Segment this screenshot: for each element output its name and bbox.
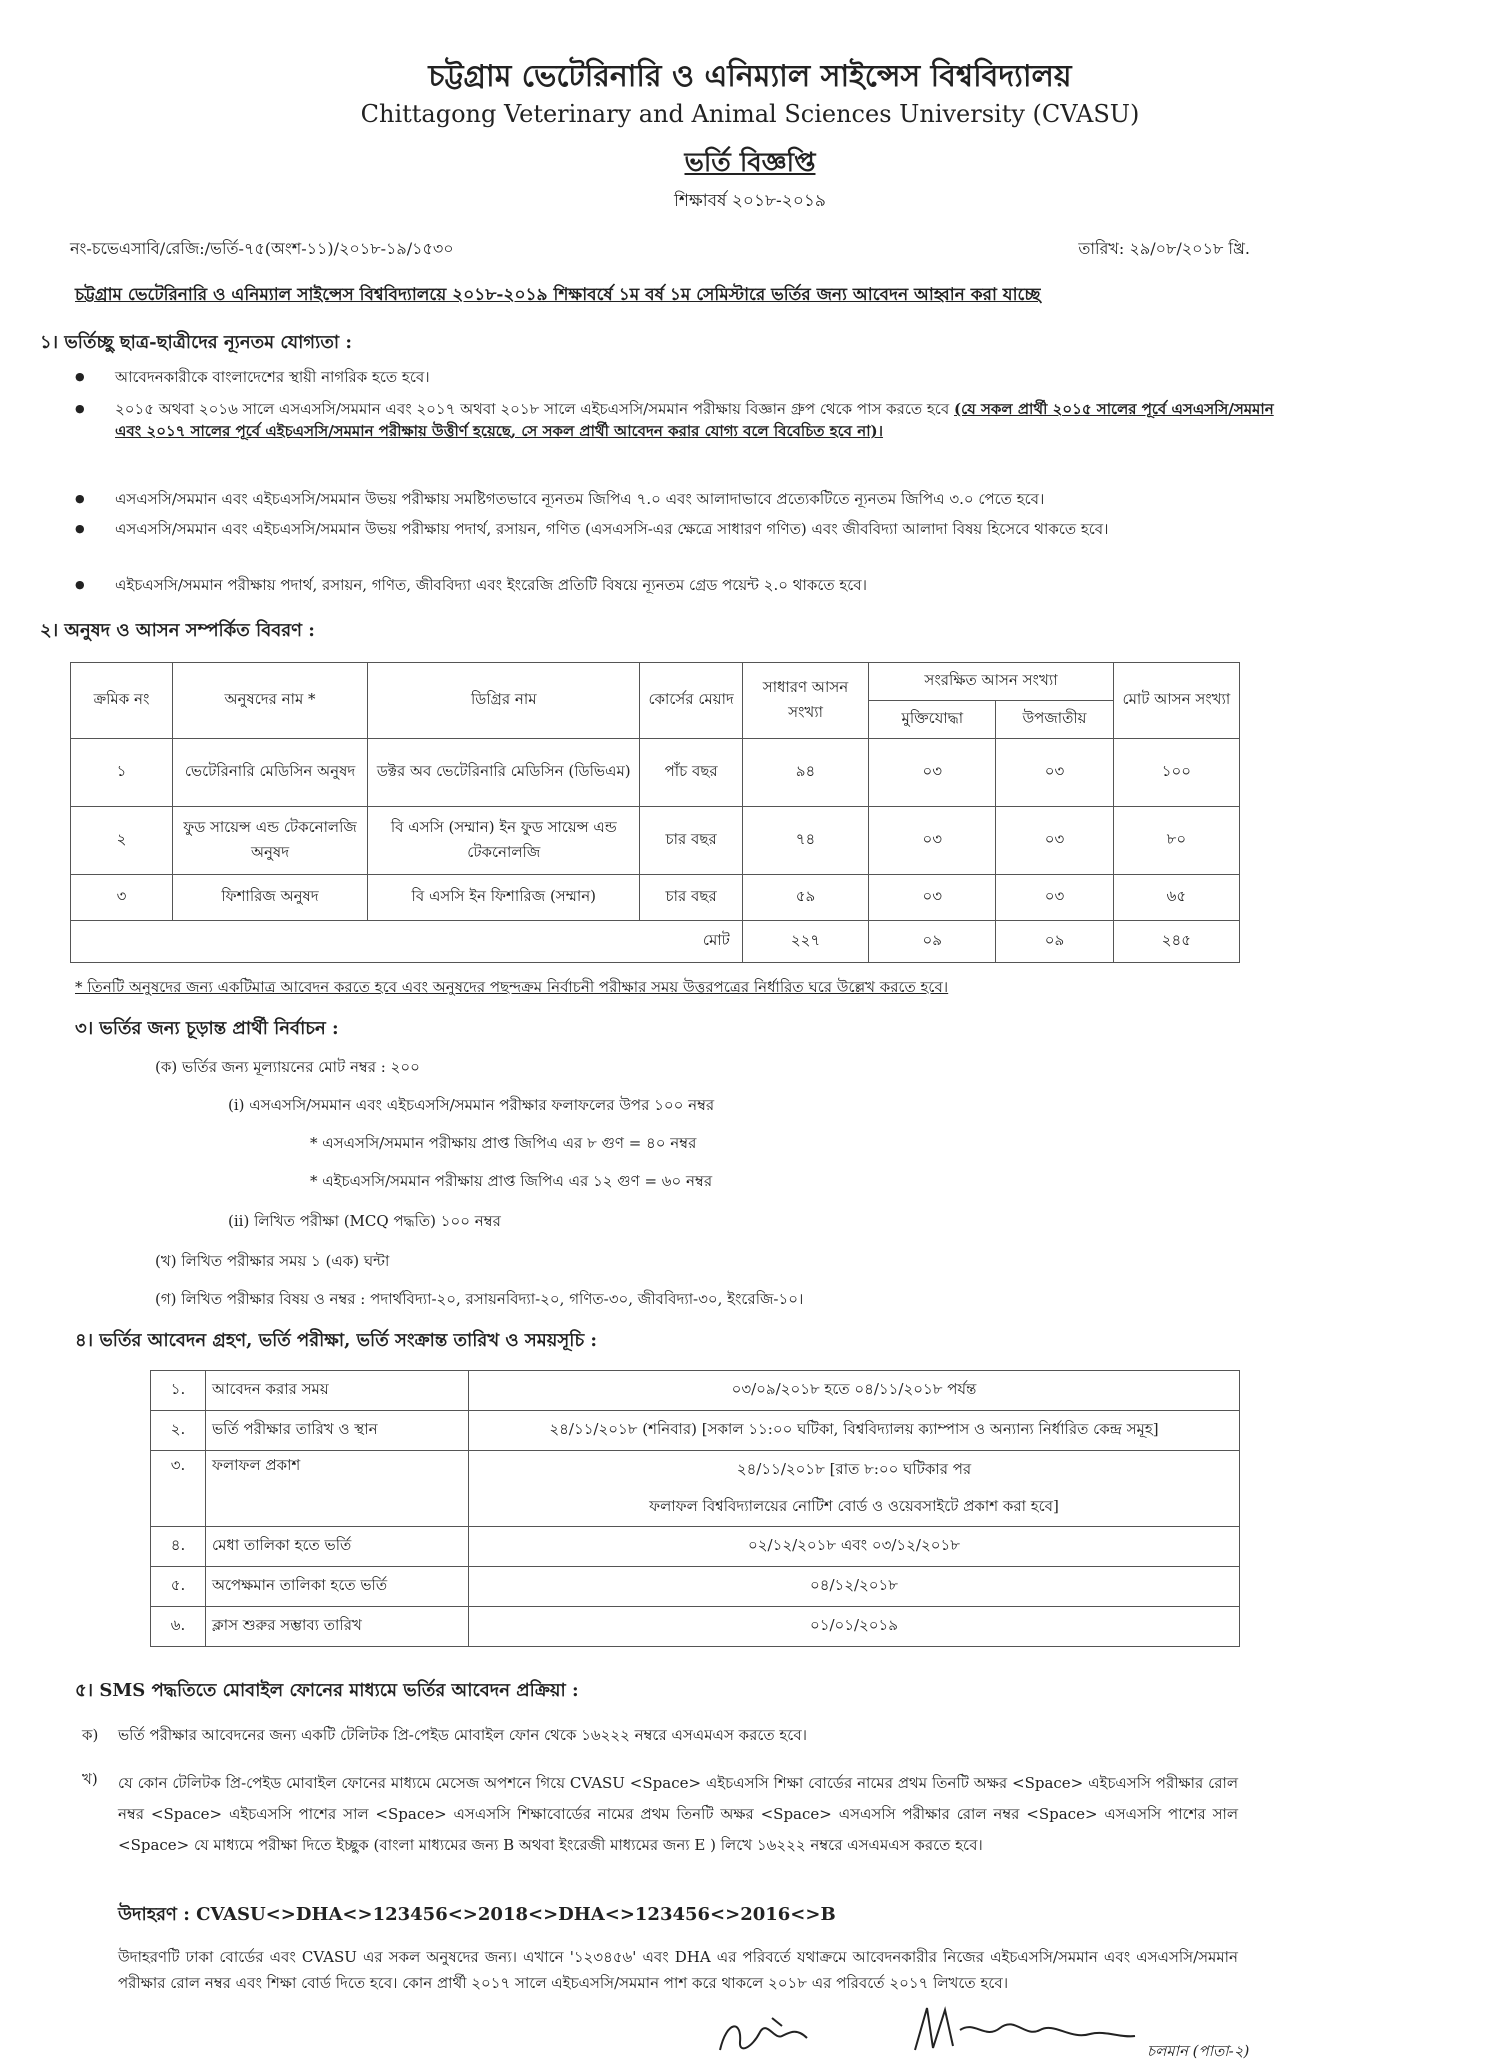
cell-total: ৮০	[1113, 807, 1239, 875]
col-header-tribal: উপজাতীয়	[996, 701, 1113, 739]
cell-general: ৭৪	[742, 807, 868, 875]
cell-freedom-fighter: ০৯	[869, 921, 996, 963]
eligibility-text: এসএসসি/সমমান এবং এইচএসসি/সমমান উভয় পরীক্ষায় সমষ্টিগতভাবে ন্যূনতম জিপিএ ৭.০ এবং আলাদাভাবে প্রত্যেকটিতে ন্যূনতম জিপিএ ৩.০ পেতে হবে।	[115, 490, 1045, 508]
schedule-value	[469, 1451, 1240, 1527]
cell-general: ৯৪	[742, 739, 868, 807]
signature-1	[712, 2010, 832, 2060]
col-header-sl: ক্রমিক নং	[71, 663, 173, 739]
schedule-number: ২.	[151, 1411, 206, 1451]
schedule-value: ০১/০১/২০১৯	[469, 1607, 1240, 1647]
bullet-icon: ●	[75, 370, 85, 383]
bullet-icon: ●	[75, 492, 85, 505]
university-title-english: Chittagong Veterinary and Animal Sciences University (CVASU)	[360, 100, 1140, 128]
schedule-row	[151, 1451, 1240, 1527]
exam-duration: (খ) লিখিত পরীক্ষার সময় ১ (এক) ঘন্টা	[155, 1252, 390, 1270]
selection-hsc-gpa: * এইচএসসি/সমমান পরীক্ষায় প্রাপ্ত জিপিএ এর ১২ গুণ = ৬০ নম্বর	[310, 1172, 713, 1190]
eligibility-text: আবেদনকারীকে বাংলাদেশের স্থায়ী নাগরিক হতে হবে।	[115, 368, 430, 386]
cell-sl: ১	[71, 739, 173, 807]
schedule-label: আবেদন করার সময়	[206, 1371, 469, 1411]
cell-sl: ৩	[71, 875, 173, 921]
schedule-row	[151, 1567, 1240, 1607]
schedule-value-line1: ২৪/১১/২০১৮ [রাত ৮:০০ ঘটিকার পর	[736, 1459, 972, 1478]
cell-degree: বি এসসি (সম্মান) ইন ফুড সায়েন্স এন্ড টেকনোলজি	[368, 807, 640, 875]
schedule-value: ০৪/১২/২০১৮	[469, 1567, 1240, 1607]
schedule-label: ভর্তি পরীক্ষার তারিখ ও স্থান	[206, 1411, 469, 1451]
selection-ssc-gpa: * এসএসসি/সমমান পরীক্ষায় প্রাপ্ত জিপিএ এর ৮ গুণ = ৪০ নম্বর	[310, 1134, 697, 1152]
table-total-row	[71, 921, 1240, 963]
col-header-total: মোট আসন সংখ্যা	[1113, 663, 1239, 739]
table-row	[71, 875, 1240, 921]
section3-title: ৩। ভর্তির জন্য চূড়ান্ত প্রার্থী নির্বাচন :	[75, 1018, 339, 1039]
col-header-degree: ডিগ্রির নাম	[368, 663, 640, 739]
schedule-number: ৫.	[151, 1567, 206, 1607]
eligibility-text-bold: (যে সকল প্রার্থী ২০১৫ সালের পূর্বে এসএসসি/সমমান এবং ২০১৭ সালের পূর্বে এইচএসসি/সমমান পরীক্ষায় উত্তীর্ণ হয়েছে, সে সকল প্রার্থী আবেদন করার যোগ্য বলে বিবেচিত হবে না)।	[115, 400, 1274, 440]
eligibility-text	[115, 398, 1295, 442]
cell-freedom-fighter: ০৩	[869, 875, 996, 921]
sms-example-note: উদাহরণটি ঢাকা বোর্ডের এবং CVASU এর সকল অনুষদের জন্য। এখানে '১২৩৪৫৬' এবং DHA এর পরিবর্তে যথাক্রমে আবেদনকারীর নিজের এইচএসসি/সমমান এবং এসএসসি/সমমান পরীক্ষার রোল নম্বর এবং শিক্ষা বোর্ড দিতে হবে। কোন প্রার্থী ২০১৭ সালে এইচএসসি/সমমান পাশ করে থাকলে ২০১৮ এর পরিবর্তে ২০১৭ লিখতে হবে।	[118, 1948, 1238, 1992]
cell-faculty: ফিশারিজ অনুষদ	[173, 875, 368, 921]
schedule-label: মেধা তালিকা হতে ভর্তি	[206, 1527, 469, 1567]
faculty-note: * তিনটি অনুষদের জন্য একটিমাত্র আবেদন করতে হবে এবং অনুষদের পছন্দক্রম নির্বাচনী পরীক্ষার সময় উত্তরপত্রের নির্ধারিত ঘরে উল্লেখ করতে হবে।	[75, 978, 949, 996]
cell-freedom-fighter: ০৩	[869, 739, 996, 807]
faculty-seat-table	[70, 662, 1240, 963]
cell-duration: চার বছর	[640, 875, 742, 921]
cell-tribal: ০৩	[996, 807, 1113, 875]
col-header-reserved: সংরক্ষিত আসন সংখ্যা	[869, 663, 1113, 701]
sms-step-kh-label: খ)	[82, 1770, 98, 1788]
cell-faculty: ফুড সায়েন্স এন্ড টেকনোলজি অনুষদ	[173, 807, 368, 875]
intro-statement: চট্টগ্রাম ভেটেরিনারি ও এনিম্যাল সাইন্সেস বিশ্ববিদ্যালয়ে ২০১৮-২০১৯ শিক্ষাবর্ষে ১ম বর্ষ ১ম সেমিস্টারে ভর্তির জন্য আবেদন আহ্বান করা যাচ্ছে	[75, 285, 1041, 305]
eligibility-text: এসএসসি/সমমান এবং এইচএসসি/সমমান উভয় পরীক্ষায় পদার্থ, রসায়ন, গণিত (এসএসসি-এর ক্ষেত্রে সাধারণ গণিত) এবং জীববিদ্যা আলাদা বিষয় হিসেবে থাকতে হবে।	[115, 520, 1109, 538]
sms-example: উদাহরণ : CVASU<>DHA<>123456<>2018<>DHA<>123456<>2016<>B	[118, 1904, 836, 1925]
selection-result-marks: (i) এসএসসি/সমমান এবং এইচএসসি/সমমান পরীক্ষার ফলাফলের উপর ১০০ নম্বর	[228, 1096, 715, 1114]
cell-tribal: ০৩	[996, 739, 1113, 807]
cell-general: ৫৯	[742, 875, 868, 921]
section4-title: ৪। ভর্তির আবেদন গ্রহণ, ভর্তি পরীক্ষা, ভর্তি সংক্রান্ত তারিখ ও সময়সূচি :	[75, 1330, 598, 1351]
schedule-number: ৬.	[151, 1607, 206, 1647]
schedule-row	[151, 1371, 1240, 1411]
col-header-faculty: অনুষদের নাম *	[173, 663, 368, 739]
schedule-table	[150, 1370, 1240, 1647]
signature-2	[905, 2000, 1145, 2060]
academic-session: শিক্ষাবর্ষ ২০১৮-২০১৯	[674, 191, 826, 211]
sms-step-kh: যে কোন টেলিটক প্রি-পেইড মোবাইল ফোনের মাধ্যমে মেসেজ অপশনে গিয়ে CVASU <Space> এইচএসসি শিক্ষা বোর্ডের নামের প্রথম তিনটি অক্ষর <Space> এইচএসসি পরীক্ষার রোল নম্বর <Space> এইচএসসি পাশের সাল <Space> এসএসসি শিক্ষাবোর্ডের নামের প্রথম তিনটি অক্ষর <Space> এসএসসি পরীক্ষার রোল নম্বর <Space> এসএসসি পাশের সাল <Space> যে মাধ্যমে পরীক্ষা দিতে ইচ্ছুক (বাংলা মাধ্যমের জন্য B অথবা ইংরেজী মাধ্যমের জন্য E ) লিখে ১৬২২২ নম্বরে এসএমএস করতে হবে।	[118, 1774, 1238, 1854]
cell-degree: বি এসসি ইন ফিশারিজ (সম্মান)	[368, 875, 640, 921]
university-title-bangla: চট্টগ্রাম ভেটেরিনারি ও এনিম্যাল সাইন্সেস বিশ্ববিদ্যালয়	[428, 59, 1072, 94]
cell-total: ১০০	[1113, 739, 1239, 807]
eligibility-text-plain: ২০১৫ অথবা ২০১৬ সালে এসএসসি/সমমান এবং ২০১৭ অথবা ২০১৮ সালে এইচএসসি/সমমান পরীক্ষায় বিজ্ঞান গ্রুপ থেকে পাস করতে হবে	[115, 400, 950, 418]
notice-date: তারিখ: ২৯/০৮/২০১৮ খ্রি.	[1078, 239, 1250, 258]
col-header-general: সাধারণ আসন সংখ্যা	[742, 663, 868, 739]
table-row	[71, 739, 1240, 807]
sms-step-k: ভর্তি পরীক্ষার আবেদনের জন্য একটি টেলিটক প্রি-পেইড মোবাইল ফোন থেকে ১৬২২২ নম্বরে এসএমএস করতে হবে।	[118, 1726, 808, 1744]
schedule-number: ৩.	[151, 1451, 206, 1527]
schedule-value: ০২/১২/২০১৮ এবং ০৩/১২/২০১৮	[469, 1527, 1240, 1567]
cell-duration: পাঁচ বছর	[640, 739, 742, 807]
cell-freedom-fighter: ০৩	[869, 807, 996, 875]
cell-degree: ডক্টর অব ভেটেরিনারি মেডিসিন (ডিভিএম)	[368, 739, 640, 807]
cell-duration: চার বছর	[640, 807, 742, 875]
bullet-icon: ●	[75, 402, 85, 415]
schedule-number: ৪.	[151, 1527, 206, 1567]
reference-number: নং-চভেএসাবি/রেজি:/ভর্তি-৭৫(অংশ-১১)/২০১৮-১৯/১৫৩০	[70, 239, 454, 258]
cell-general: ২২৭	[742, 921, 868, 963]
schedule-label: ক্লাস শুরুর সম্ভাব্য তারিখ	[206, 1607, 469, 1647]
cell-faculty: ভেটেরিনারি মেডিসিন অনুষদ	[173, 739, 368, 807]
schedule-value: ০৩/০৯/২০১৮ হতে ০৪/১১/২০১৮ পর্যন্ত	[469, 1371, 1240, 1411]
col-header-duration: কোর্সের মেয়াদ	[640, 663, 742, 739]
cell-sl: ২	[71, 807, 173, 875]
eligibility-text: এইচএসসি/সমমান পরীক্ষায় পদার্থ, রসায়ন, গণিত, জীববিদ্যা এবং ইংরেজি প্রতিটি বিষয়ে ন্যূনতম গ্রেড পয়েন্ট ২.০ থাকতে হবে।	[115, 576, 868, 594]
schedule-value: ২৪/১১/২০১৮ (শনিবার) [সকাল ১১:০০ ঘটিকা, বিশ্ববিদ্যালয় ক্যাম্পাস ও অন্যান্য নির্ধারিত কেন্দ্র সমূহ]	[469, 1411, 1240, 1451]
schedule-value-line2: ফলাফল বিশ্ববিদ্যালয়ের নোটিশ বোর্ড ও ওয়েবসাইটে প্রকাশ করা হবে]	[649, 1496, 1059, 1515]
cell-tribal: ০৩	[996, 875, 1113, 921]
cell-total-label: মোট	[71, 921, 743, 963]
selection-written-exam: (ii) লিখিত পরীক্ষা (MCQ পদ্ধতি) ১০০ নম্বর	[228, 1212, 501, 1230]
continued-page-note: চলমান (পাতা-২)	[1147, 2042, 1250, 2060]
bullet-icon: ●	[75, 578, 85, 591]
notice-heading: ভর্তি বিজ্ঞপ্তি	[684, 148, 816, 178]
cell-tribal: ০৯	[996, 921, 1113, 963]
schedule-label: অপেক্ষমান তালিকা হতে ভর্তি	[206, 1567, 469, 1607]
bullet-icon: ●	[75, 522, 85, 535]
section2-title: ২। অনুষদ ও আসন সম্পর্কিত বিবরণ :	[40, 620, 315, 641]
col-header-freedom-fighter: মুক্তিযোদ্ধা	[869, 701, 996, 739]
section1-title: ১। ভর্তিচ্ছু ছাত্র-ছাত্রীদের ন্যূনতম যোগ্যতা :	[40, 332, 352, 353]
selection-total-marks: (ক) ভর্তির জন্য মূল্যায়নের মোট নম্বর : ২০০	[155, 1058, 420, 1076]
exam-subjects-marks: (গ) লিখিত পরীক্ষার বিষয় ও নম্বর : পদার্থবিদ্যা-২০, রসায়নবিদ্যা-২০, গণিত-৩০, জীববিদ্যা-৩০, ইংরেজি-১০।	[155, 1290, 804, 1308]
section5-title: ৫। SMS পদ্ধতিতে মোবাইল ফোনের মাধ্যমে ভর্তির আবেদন প্রক্রিয়া :	[75, 1680, 579, 1701]
sms-step-k-label: ক)	[82, 1726, 99, 1744]
schedule-number: ১.	[151, 1371, 206, 1411]
cell-total: ৬৫	[1113, 875, 1239, 921]
schedule-row	[151, 1607, 1240, 1647]
table-row	[71, 807, 1240, 875]
schedule-row	[151, 1527, 1240, 1567]
cell-total: ২৪৫	[1113, 921, 1239, 963]
schedule-label: ফলাফল প্রকাশ	[206, 1451, 469, 1527]
schedule-row	[151, 1411, 1240, 1451]
